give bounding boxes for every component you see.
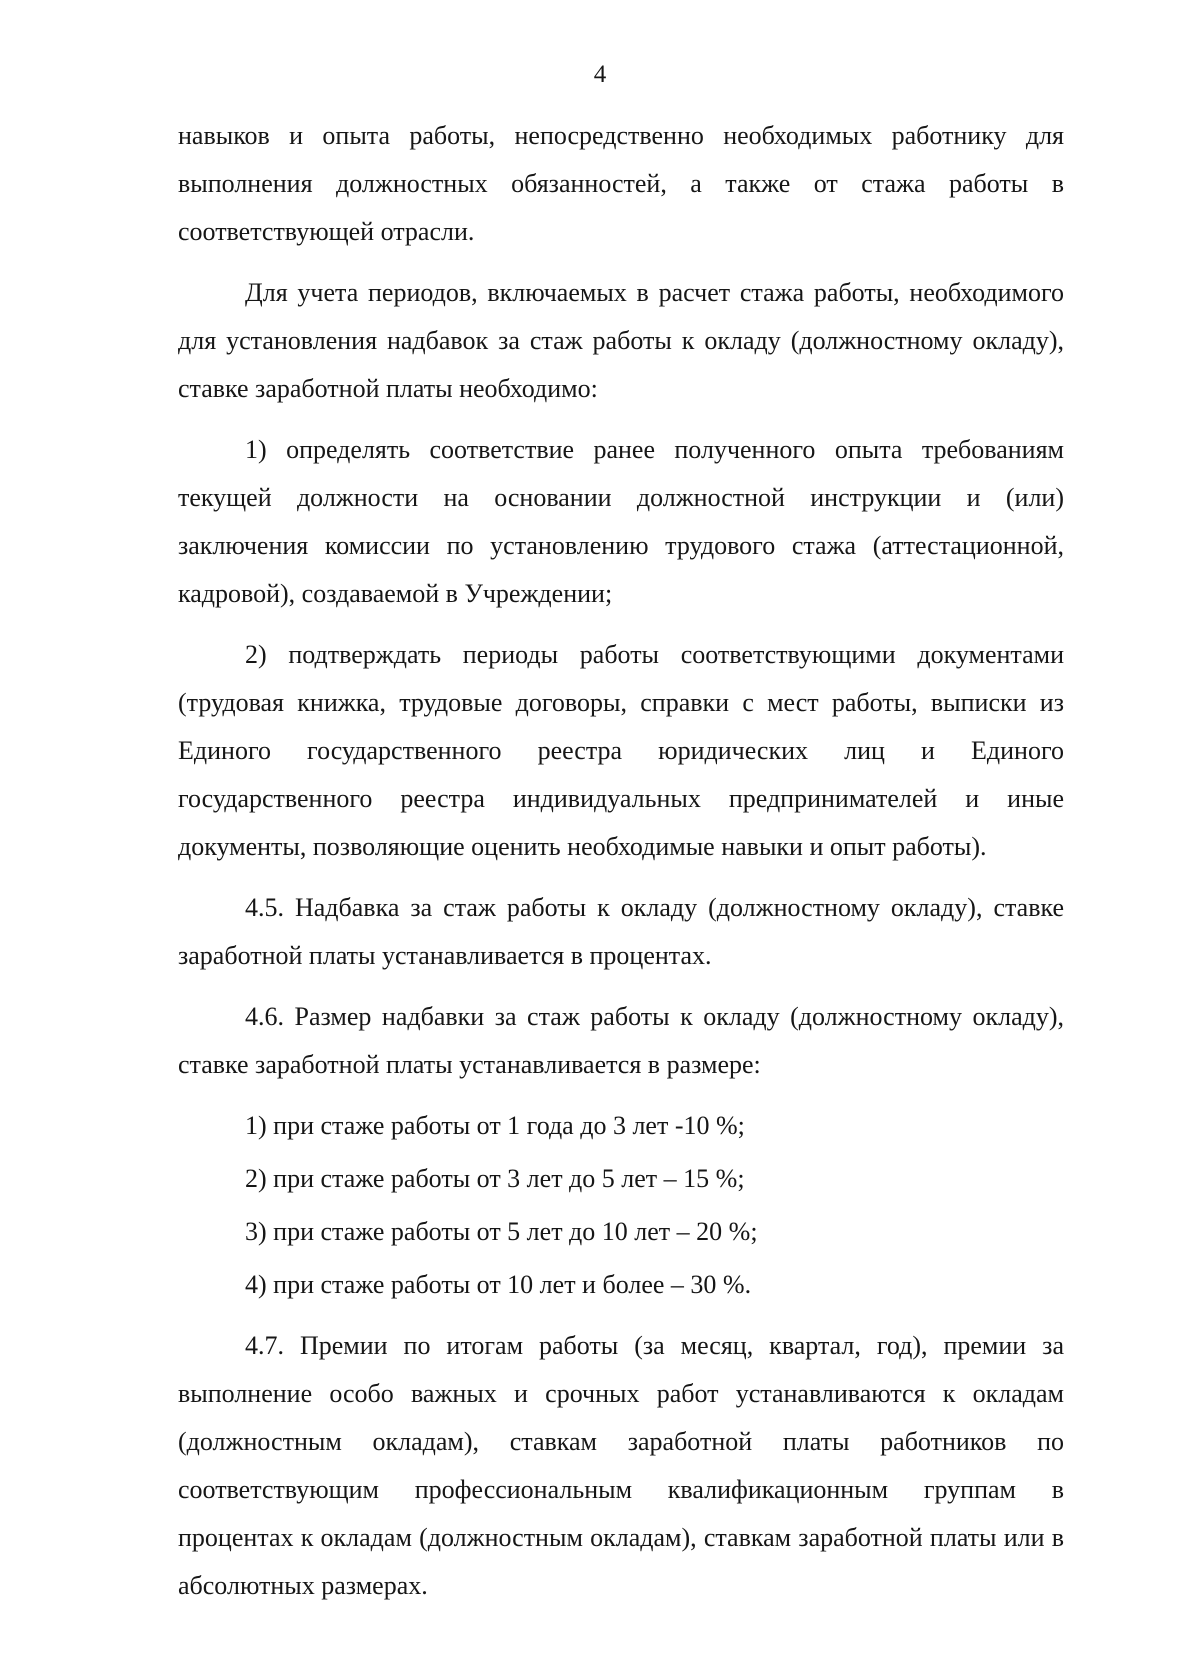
paragraph-4-6: 4.6. Размер надбавки за стаж работы к окладу (должностному окладу), ставке заработной платы устанавливается в размере: [178, 1002, 1064, 1079]
rate-item-1: 1) при стаже работы от 1 года до 3 лет -10 %; [245, 1111, 745, 1140]
paragraph-continuation: навыков и опыта работы, непосредственно необходимых работнику для выполнения должностных обязанностей, а также от стажа работы в соответствующей отрасли. [178, 121, 1064, 246]
paragraph-4-5: 4.5. Надбавка за стаж работы к окладу (должностному окладу), ставке заработной платы устанавливается в процентах. [178, 893, 1064, 970]
paragraph-item-1-define: 1) определять соответствие ранее полученного опыта требованиям текущей должности на основании должностной инструкции и (или) заключения комиссии по установлению трудового стажа (аттестационной, кадровой), создаваемой в Учреждении; [178, 435, 1064, 608]
rate-item-4: 4) при стаже работы от 10 лет и более – 30 %. [245, 1270, 752, 1299]
rate-item-3: 3) при стаже работы от 5 лет до 10 лет – 20 %; [245, 1217, 758, 1246]
rate-item-2: 2) при стаже работы от 3 лет до 5 лет – 15 %; [245, 1164, 745, 1193]
paragraph-4-7: 4.7. Премии по итогам работы (за месяц, квартал, год), премии за выполнение особо важных и срочных работ устанавливаются к окладам (должностным окладам), ставкам заработной платы работников по соответствующим профессиональным квалификационным группам в процентах к окладам (должностным окладам), ставкам заработной платы или в абсолютных размерах. [178, 1331, 1064, 1600]
document-body [178, 112, 1064, 1610]
page-number: 4 [593, 61, 607, 88]
paragraph-item-2-confirm: 2) подтверждать периоды работы соответствующими документами (трудовая книжка, трудовые договоры, справки с мест работы, выписки из Единого государственного реестра юридических лиц и Единого государственного реестра индивидуальных предпринимателей и иные документы, позволяющие оценить необходимые навыки и опыт работы). [178, 640, 1064, 861]
paragraph-periods-intro: Для учета периодов, включаемых в расчет стажа работы, необходимого для установления надбавок за стаж работы к окладу (должностному окладу), ставке заработной платы необходимо: [178, 278, 1064, 403]
